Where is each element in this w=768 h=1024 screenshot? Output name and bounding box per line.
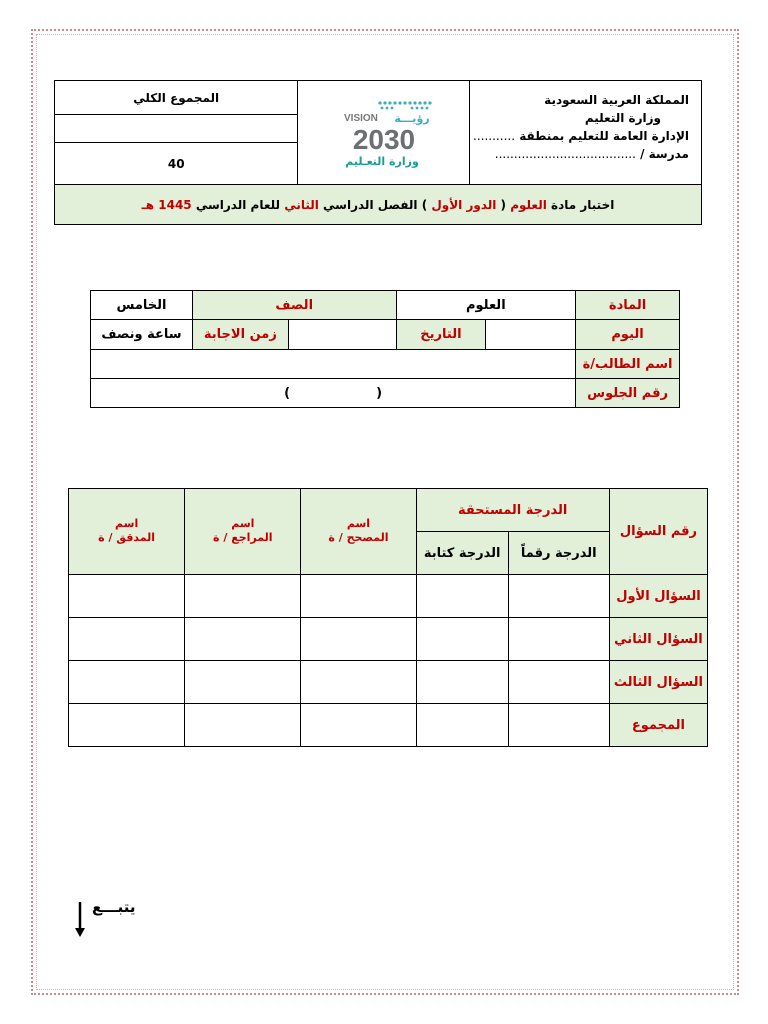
grading-table [68, 488, 708, 747]
score-header: الدرجة المستحقة [416, 489, 609, 532]
question-row-label: السؤال الثاني [609, 618, 707, 661]
reviewer-header [185, 489, 301, 575]
logo-year: 2030 [352, 124, 415, 155]
day-label: اليوم [576, 320, 680, 350]
score-digits-cell[interactable] [508, 704, 609, 747]
grade-value: الخامس [91, 291, 193, 320]
score-words-cell[interactable] [416, 661, 508, 704]
directorate-label: الإدارة العامة للتعليم بمنطقة [519, 129, 689, 143]
reviewer-cell[interactable] [185, 661, 301, 704]
score-digits-cell[interactable] [508, 618, 609, 661]
date-field[interactable] [288, 320, 396, 350]
exam-term: الثاني [284, 197, 319, 212]
auditor-cell[interactable] [69, 704, 185, 747]
seat-number-label: رقم الجلوس [576, 379, 680, 408]
score-digits-cell[interactable] [508, 575, 609, 618]
vision-logo-icon [324, 91, 444, 171]
question-row-label: السؤال الأول [609, 575, 707, 618]
score-words-cell[interactable] [416, 618, 508, 661]
date-label: التاريخ [396, 320, 486, 350]
auditor-header-line: اسم [115, 517, 139, 530]
auditor-header [69, 489, 185, 575]
ministry-block [470, 81, 702, 185]
auditor-header-line: المدقق / ة [98, 531, 156, 544]
student-info-table [90, 290, 680, 408]
auditor-cell[interactable] [69, 661, 185, 704]
score-digits-cell[interactable] [508, 661, 609, 704]
corrector-cell[interactable] [301, 618, 416, 661]
auditor-cell[interactable] [69, 618, 185, 661]
exam-subject: العلوم [510, 197, 547, 212]
day-field[interactable] [486, 320, 576, 350]
exam-title-part: اختبار مادة [546, 197, 615, 212]
logo-ministry: وزارة التعـليم [345, 155, 419, 168]
ministry-name: وزارة التعليم [584, 111, 661, 125]
reviewer-cell[interactable] [185, 575, 301, 618]
total-max: 40 [55, 143, 298, 185]
reviewer-cell[interactable] [185, 618, 301, 661]
score-words-header: الدرجة كتابة [416, 532, 508, 575]
answer-time-value: ساعة ونصف [91, 320, 193, 350]
total-label: المجموع الكلي [55, 81, 298, 115]
continue-label: يتبـــع [92, 898, 136, 916]
corrector-cell[interactable] [301, 575, 416, 618]
directorate-dots: ........... [473, 129, 516, 143]
student-name-label: اسم الطالب/ة [576, 350, 680, 379]
directorate-line [470, 127, 689, 145]
school-label: مدرسة / [640, 147, 689, 161]
grade-label: الصف [192, 291, 396, 320]
corrector-cell[interactable] [301, 661, 416, 704]
seat-number-field[interactable] [91, 379, 576, 408]
corrector-cell[interactable] [301, 704, 416, 747]
seat-open-paren: ( [376, 385, 383, 401]
auditor-cell[interactable] [69, 575, 185, 618]
total-row-label: المجموع [609, 704, 707, 747]
total-score-field[interactable] [55, 115, 298, 143]
school-line [470, 145, 689, 163]
corrector-header-line: المصحح / ة [328, 531, 389, 544]
answer-time-label: زمن الاجابة [192, 320, 288, 350]
exam-title-part: ( [496, 197, 511, 212]
student-name-field[interactable] [91, 350, 576, 379]
reviewer-cell[interactable] [185, 704, 301, 747]
vision-2030-logo [298, 81, 470, 185]
subject-label: المادة [576, 291, 680, 320]
corrector-header-line: اسم [346, 517, 371, 530]
exam-title [55, 185, 702, 225]
reviewer-header-line: المراجع / ة [213, 531, 273, 544]
question-number-header: رقم السؤال [609, 489, 707, 575]
corrector-header [301, 489, 416, 575]
exam-year: 1445 هـ [141, 197, 192, 212]
score-digits-header: الدرجة رقماً [508, 532, 609, 575]
logo-vision-arabic: رؤيـــة [394, 112, 430, 125]
reviewer-header-line: اسم [231, 517, 255, 530]
country-name: المملكة العربية السعودية [544, 93, 689, 107]
subject-value: العلوم [396, 291, 576, 320]
exam-title-part: ) الفصل الدراسي [318, 197, 432, 212]
arrow-down-icon [72, 902, 88, 938]
school-dots: ..................................... [494, 147, 636, 161]
exam-title-part: للعام الدراسي [191, 197, 285, 212]
logo-vision-word: VISION [343, 113, 378, 124]
header-table [54, 80, 702, 225]
exam-round: الدور الأول [431, 197, 497, 212]
seat-close-paren: ) [284, 385, 291, 401]
score-words-cell[interactable] [416, 575, 508, 618]
question-row-label: السؤال الثالث [609, 661, 707, 704]
score-words-cell[interactable] [416, 704, 508, 747]
